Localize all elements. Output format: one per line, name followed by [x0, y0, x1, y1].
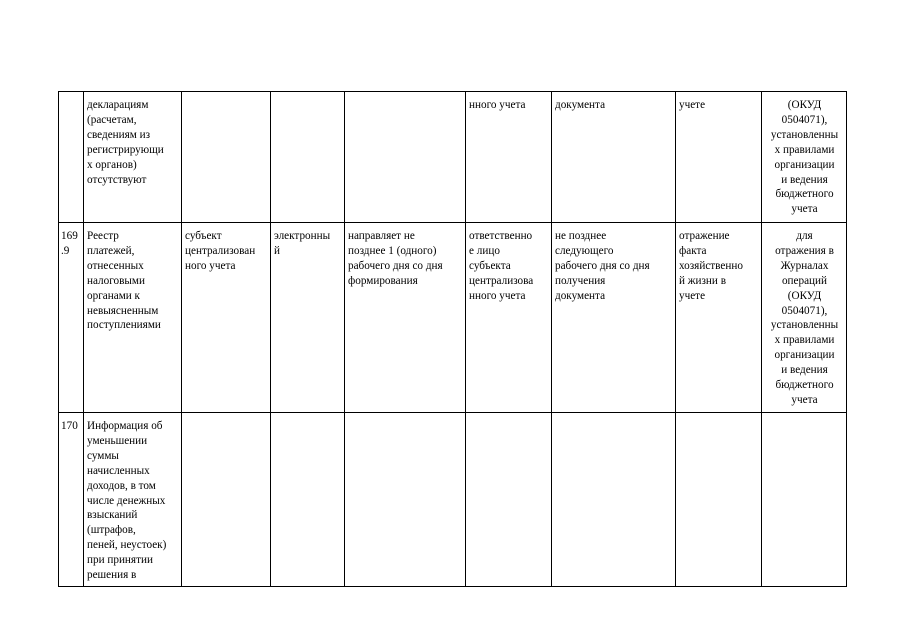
format-cell: электронны й: [271, 223, 345, 413]
row-number: 170: [59, 413, 84, 587]
document-name-cell: декларациям (расчетам, сведениям из регистрирующи х органов) отсутствуют: [84, 92, 182, 223]
deadline-cell: документа: [552, 92, 676, 223]
purpose-cell: [676, 413, 762, 587]
usage-cell: (ОКУД 0504071), установленны х правилами организации и ведения бюджетного учета: [762, 92, 847, 223]
recipient-cell: [466, 413, 552, 587]
recipient-cell: ответственно е лицо субъекта централизова нного учета: [466, 223, 552, 413]
usage-cell: [762, 413, 847, 587]
format-cell: [271, 92, 345, 223]
purpose-cell: учете: [676, 92, 762, 223]
deadline-cell: не позднее следующего рабочего дня со дня получения документа: [552, 223, 676, 413]
row-number: [59, 92, 84, 223]
document-table: [58, 91, 847, 587]
row-number: 169 .9: [59, 223, 84, 413]
usage-cell: для отражения в Журналах операций (ОКУД 0504071), установленны х правилами организации и ведения бюджетного учета: [762, 223, 847, 413]
procedure-cell: направляет не позднее 1 (одного) рабочего дня со дня формирования: [345, 223, 466, 413]
format-cell: [271, 413, 345, 587]
document-name-cell: Информация об уменьшении суммы начисленных доходов, в том числе денежных взысканий (штрафов, пеней, неустоек) при принятии решения в: [84, 413, 182, 587]
deadline-cell: [552, 413, 676, 587]
composer-cell: [182, 413, 271, 587]
procedure-cell: [345, 92, 466, 223]
table-row: [59, 92, 847, 223]
table-row: [59, 413, 847, 587]
recipient-cell: нного учета: [466, 92, 552, 223]
document-name-cell: Реестр платежей, отнесенных налоговыми органами к невыясненным поступлениями: [84, 223, 182, 413]
table-row: [59, 223, 847, 413]
composer-cell: [182, 92, 271, 223]
composer-cell: субъект централизован ного учета: [182, 223, 271, 413]
purpose-cell: отражение факта хозяйственно й жизни в учете: [676, 223, 762, 413]
procedure-cell: [345, 413, 466, 587]
